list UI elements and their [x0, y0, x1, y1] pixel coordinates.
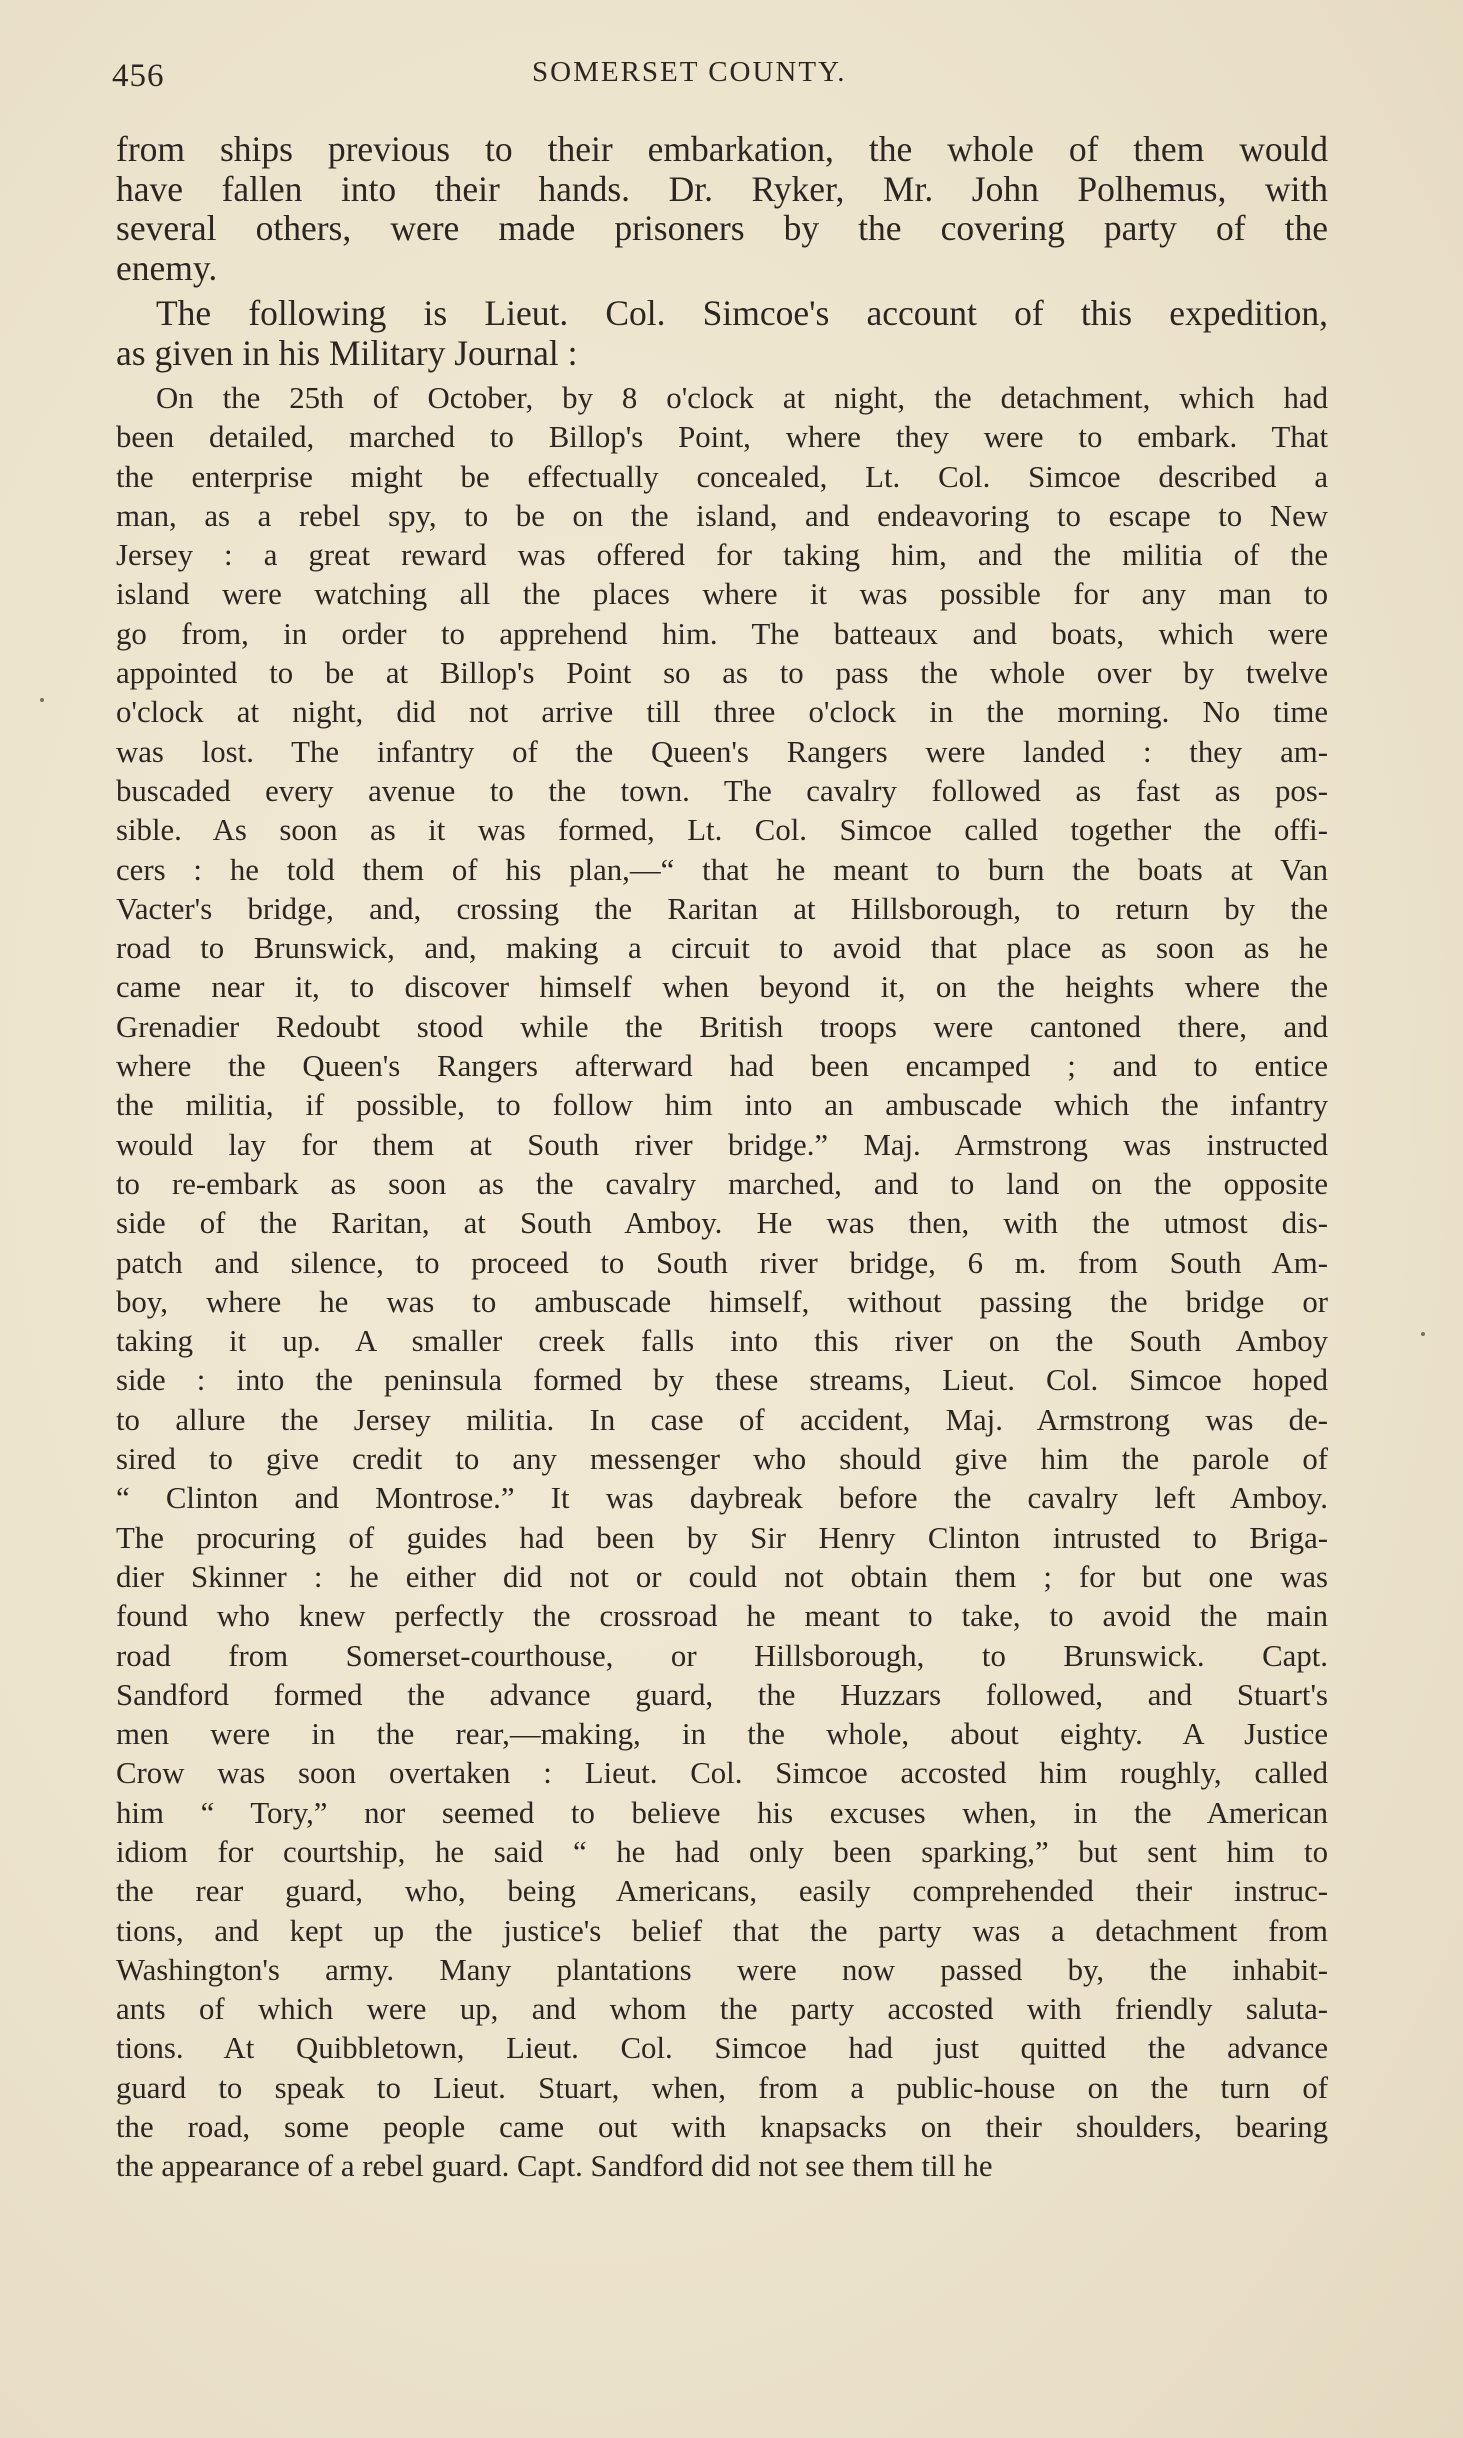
- text-line: patch and silence, to proceed to South river bridge, 6 m. from South Am-: [116, 1245, 1328, 1280]
- text-line: buscaded every avenue to the town. The cavalry followed as fast as pos-: [116, 773, 1328, 808]
- text-line: road to Brunswick, and, making a circuit to avoid that place as soon as he: [116, 931, 1328, 966]
- text-line: island were watching all the places where it was possible for any man to: [116, 577, 1328, 612]
- paper-speck: [40, 698, 44, 702]
- text-line: tions. At Quibbletown, Lieut. Col. Simcoe had just quitted the advance: [116, 2031, 1328, 2066]
- text-line: have fallen into their hands. Dr. Ryker, Mr. John Polhemus, with: [116, 168, 1328, 209]
- text-line: Grenadier Redoubt stood while the British troops were cantoned there, and: [116, 1009, 1328, 1044]
- text-line: the rear guard, who, being Americans, easily comprehended their instruc-: [116, 1874, 1328, 1909]
- text-line: enemy.: [116, 247, 218, 288]
- text-line: ants of which were up, and whom the party accosted with friendly saluta-: [116, 1992, 1328, 2027]
- text-line: would lay for them at South river bridge.” Maj. Armstrong was instructed: [116, 1127, 1328, 1162]
- text-line: go from, in order to apprehend him. The batteaux and boats, which were: [116, 616, 1328, 651]
- text-line: man, as a rebel spy, to be on the island, and endeavoring to escape to New: [116, 498, 1328, 533]
- text-line: as given in his Military Journal :: [116, 332, 578, 373]
- journal-quote: [116, 379, 1328, 2187]
- lead-paragraph: [116, 294, 1328, 373]
- text-line: men were in the rear,—making, in the whole, about eighty. A Justice: [116, 1717, 1328, 1752]
- text-line: to re-embark as soon as the cavalry marched, and to land on the opposite: [116, 1166, 1328, 1201]
- paper-speck: [1421, 1332, 1425, 1336]
- text-line: appointed to be at Billop's Point so as to pass the whole over by twelve: [116, 656, 1328, 691]
- text-line: the militia, if possible, to follow him into an ambuscade which the infantry: [116, 1088, 1328, 1123]
- text-line: was lost. The infantry of the Queen's Rangers were landed : they am-: [116, 734, 1328, 769]
- page-number: 456: [112, 58, 165, 94]
- text-line: On the 25th of October, by 8 o'clock at night, the detachment, which had: [156, 381, 1328, 415]
- text-line: to allure the Jersey militia. In case of accident, Maj. Armstrong was de-: [116, 1402, 1328, 1437]
- text-line: cers : he told them of his plan,—“ that he meant to burn the boats at Van: [116, 852, 1328, 887]
- running-title: SOMERSET COUNTY.: [532, 56, 847, 88]
- text-line: Crow was soon overtaken : Lieut. Col. Simcoe accosted him roughly, called: [116, 1756, 1328, 1791]
- text-line: been detailed, marched to Billop's Point, where they were to embark. That: [116, 420, 1328, 455]
- text-line: Jersey : a great reward was offered for taking him, and the militia of the: [116, 538, 1328, 573]
- text-line: from ships previous to their embarkation, the whole of them would: [116, 129, 1328, 169]
- text-line: “ Clinton and Montrose.” It was daybreak before the cavalry left Amboy.: [116, 1481, 1328, 1516]
- page-header: [112, 50, 1328, 100]
- text-line: boy, where he was to ambuscade himself, without passing the bridge or: [116, 1284, 1328, 1319]
- text-line: the appearance of a rebel guard. Capt. Sandford did not see them till he: [116, 2149, 993, 2184]
- intro-paragraph: [116, 130, 1328, 288]
- text-line: Washington's army. Many plantations were now passed by, the inhabit-: [116, 1952, 1328, 1987]
- text-line: several others, were made prisoners by the covering party of the: [116, 208, 1328, 248]
- text-line: The following is Lieut. Col. Simcoe's account of this expedition,: [156, 293, 1328, 333]
- text-line: came near it, to discover himself when beyond it, on the heights where the: [116, 970, 1328, 1005]
- text-line: Vacter's bridge, and, crossing the Raritan at Hillsborough, to return by the: [116, 891, 1328, 926]
- text-line: dier Skinner : he either did not or could not obtain them ; for but one was: [116, 1559, 1328, 1594]
- text-line: idiom for courtship, he said “ he had only been sparking,” but sent him to: [116, 1834, 1328, 1869]
- text-line: him “ Tory,” nor seemed to believe his excuses when, in the American: [116, 1795, 1328, 1830]
- text-line: where the Queen's Rangers afterward had been encamped ; and to entice: [116, 1049, 1328, 1084]
- text-line: the road, some people came out with knapsacks on their shoulders, bearing: [116, 2110, 1328, 2145]
- text-line: Sandford formed the advance guard, the Huzzars followed, and Stuart's: [116, 1677, 1328, 1712]
- text-line: taking it up. A smaller creek falls into this river on the South Amboy: [116, 1324, 1328, 1359]
- text-line: the enterprise might be effectually concealed, Lt. Col. Simcoe described a: [116, 459, 1328, 494]
- text-line: guard to speak to Lieut. Stuart, when, from a public-house on the turn of: [116, 2070, 1328, 2105]
- text-line: sired to give credit to any messenger who should give him the parole of: [116, 1442, 1328, 1477]
- text-line: sible. As soon as it was formed, Lt. Col. Simcoe called together the offi-: [116, 813, 1328, 848]
- text-line: The procuring of guides had been by Sir Henry Clinton intrusted to Briga-: [116, 1520, 1328, 1555]
- text-line: road from Somerset-courthouse, or Hillsborough, to Brunswick. Capt.: [116, 1638, 1328, 1673]
- text-line: side : into the peninsula formed by these streams, Lieut. Col. Simcoe hoped: [116, 1363, 1328, 1398]
- body-text: [116, 130, 1328, 2187]
- text-line: found who knew perfectly the crossroad he meant to take, to avoid the main: [116, 1599, 1328, 1634]
- text-line: tions, and kept up the justice's belief that the party was a detachment from: [116, 1913, 1328, 1948]
- text-line: o'clock at night, did not arrive till three o'clock in the morning. No time: [116, 695, 1328, 730]
- text-line: side of the Raritan, at South Amboy. He was then, with the utmost dis-: [116, 1206, 1328, 1241]
